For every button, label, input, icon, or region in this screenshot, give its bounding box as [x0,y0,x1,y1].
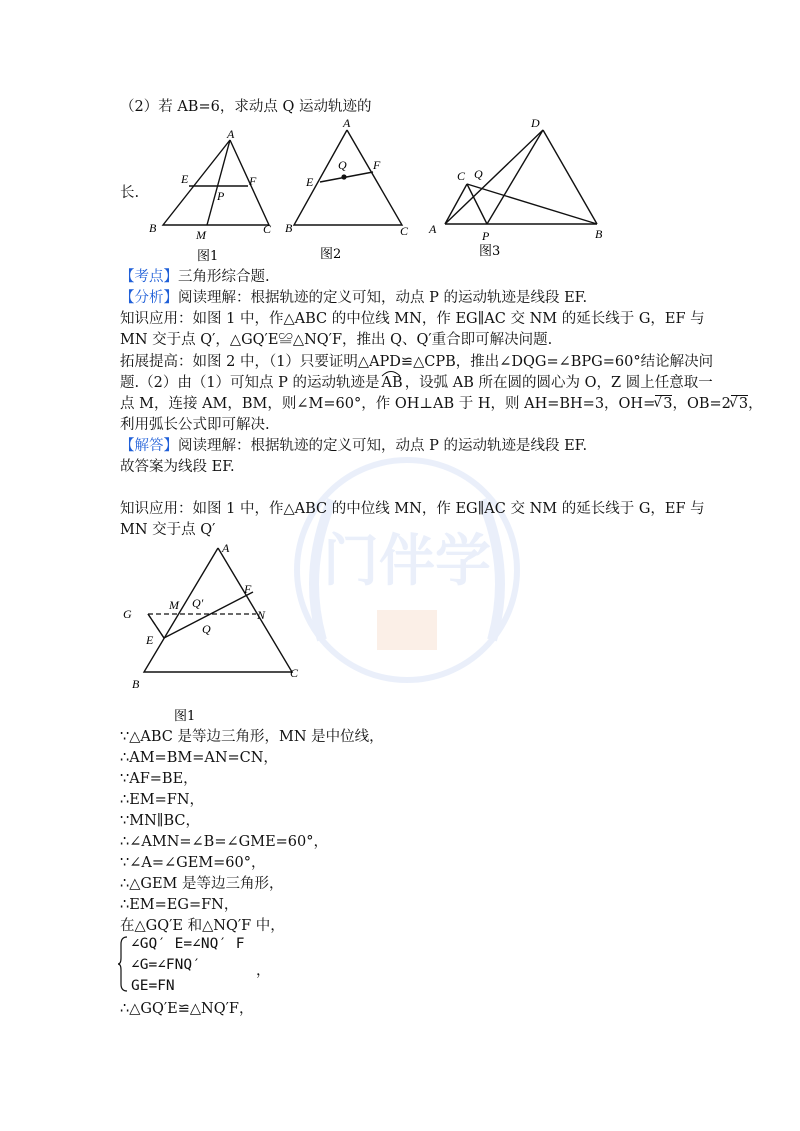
fenxi-tag: 【分析】 [120,290,178,306]
fenxi-line-3: MN 交于点 Q′，△GQ′E≌△NQ′F，推出 Q、Q′重合即可解决问题. [120,332,553,348]
kaodian-tag: 【考点】 [120,269,178,285]
answer-line-2: 故答案为线段 EF. [120,459,235,475]
fig2-label-b: B [285,221,293,235]
fenxi-line-4: 拓展提高：如图 2 中，（1）只要证明△APD≌△CPB，推出∠DQG=∠BPG=60°结论解决问 [120,354,714,370]
sqrt-3-a: √ 3 [653,395,673,412]
kaodian-text: 三角形综合题. [178,269,270,285]
fig2-label-a: A [343,116,351,130]
fig1-label-a: A [227,128,235,141]
sqrt-3-b: √ 3 [728,395,749,412]
fig4-label-m: M [169,598,179,612]
fig4-caption: 图1 [174,709,196,724]
fig3-caption: 图3 [479,244,501,259]
fig1-label-c: C [263,222,272,236]
fenxi-line-2: 知识应用：如图 1 中，作△ABC 的中位线 MN，作 EG∥AC 交 NM 的延长线于 G，EF 与 [120,311,705,327]
fig1-label-f: F [249,174,257,188]
figure-4 [118,540,318,730]
fenxi-line-6: 点 M，连接 AM，BM，则∠M=60°，作 OH⊥AB 于 H，则 AH=BH=3，OH= √ 3，OB=2 √ 3， [120,395,763,412]
proof-line-10: 在△GQ′E 和△NQ′F 中， [120,918,285,934]
proof-line-4: ∴EM=FN， [120,792,205,808]
fig4-label-b: B [132,677,140,691]
fig3-label-p: P [482,229,490,243]
watermark-text: 门伴学 [323,529,491,594]
proof-line-2: ∴AM=BM=AN=CN， [120,750,278,766]
fig1-label-e: E [181,172,189,186]
figure-3 [425,112,615,262]
fenxi-line-7: 利用弧长公式即可解决. [120,417,270,433]
answer-line-4: MN 交于点 Q′ [120,522,216,538]
question-tail: 长. [120,185,140,201]
fig2-label-f: F [373,158,381,172]
fig2-caption: 图2 [320,247,342,259]
fig3-label-a: A [429,222,437,236]
fig3-label-c: C [457,169,466,183]
fig2-label-e: E [306,175,314,189]
fig3-label-b: B [595,227,603,241]
proof-line-1: ∵△ABC 是等边三角形，MN 是中位线， [120,729,384,745]
fig1-label-m: M [196,228,206,242]
answer-line-3: 知识应用：如图 1 中，作△ABC 的中位线 MN，作 EG∥AC 交 NM 的延长线于 G，EF 与 [120,501,705,517]
fig2-label-c: C [400,224,409,238]
arc-ab: AB [380,373,405,393]
fig4-label-a: A [222,541,230,555]
fig4-label-f: F [244,582,252,596]
answer-line-1: 【解答】阅读理解：根据轨迹的定义可知，动点 P 的运动轨迹是线段 EF. [120,438,588,454]
fig1-label-b: B [149,221,157,235]
fig2-label-q: Q [338,158,347,172]
fenxi-line-1: 【分析】阅读理解：根据轨迹的定义可知，动点 P 的运动轨迹是线段 EF. [120,290,588,306]
fig4-label-q: Q [202,622,211,636]
kaodian-line [120,267,270,287]
fig4-label-n: N [257,608,266,622]
figure-2 [282,114,417,259]
fig4-label-c: C [290,666,299,680]
system-eq-1: ∠GQ′ E=∠NQ′ F [131,936,245,952]
proof-line-3: ∵AF=BE， [120,771,198,787]
proof-line-5: ∵MN∥BC， [120,813,200,829]
proof-line-9: ∴EM=EG=FN， [120,897,239,913]
fig1-label-p: P [217,189,225,203]
question-part: （2）若 AB=6，求动点 Q 运动轨迹的 [120,99,372,115]
system-eq-3: GE=FN [131,978,175,994]
system-brace [118,936,128,992]
watermark-logo [282,440,532,710]
conclusion-line: ∴△GQ′E≌△NQ′F， [120,1001,254,1017]
fig4-label-e: E [146,633,154,647]
fig1-caption: 图1 [197,249,219,264]
jieda-tag: 【解答】 [120,438,178,454]
fig3-label-d: D [531,116,540,130]
fenxi-line-5: 题.（2）由（1）可知点 P 的运动轨迹是 AB ，设弧 AB 所在圆的圆心为 O，Z 圆上任意取一 [120,373,713,393]
system-comma: ， [256,963,271,979]
proof-line-6: ∴∠AMN=∠B=∠GME=60°， [120,834,328,850]
fig4-label-qp: Q′ [192,596,204,610]
proof-line-8: ∴△GEM 是等边三角形， [120,876,284,892]
fig4-label-g: G [123,607,132,621]
figure-1 [145,128,285,268]
proof-line-7: ∵∠A=∠GEM=60°， [120,855,266,871]
system-eq-2: ∠G=∠FNQ′ [131,957,201,973]
fig3-label-q: Q [474,167,483,181]
